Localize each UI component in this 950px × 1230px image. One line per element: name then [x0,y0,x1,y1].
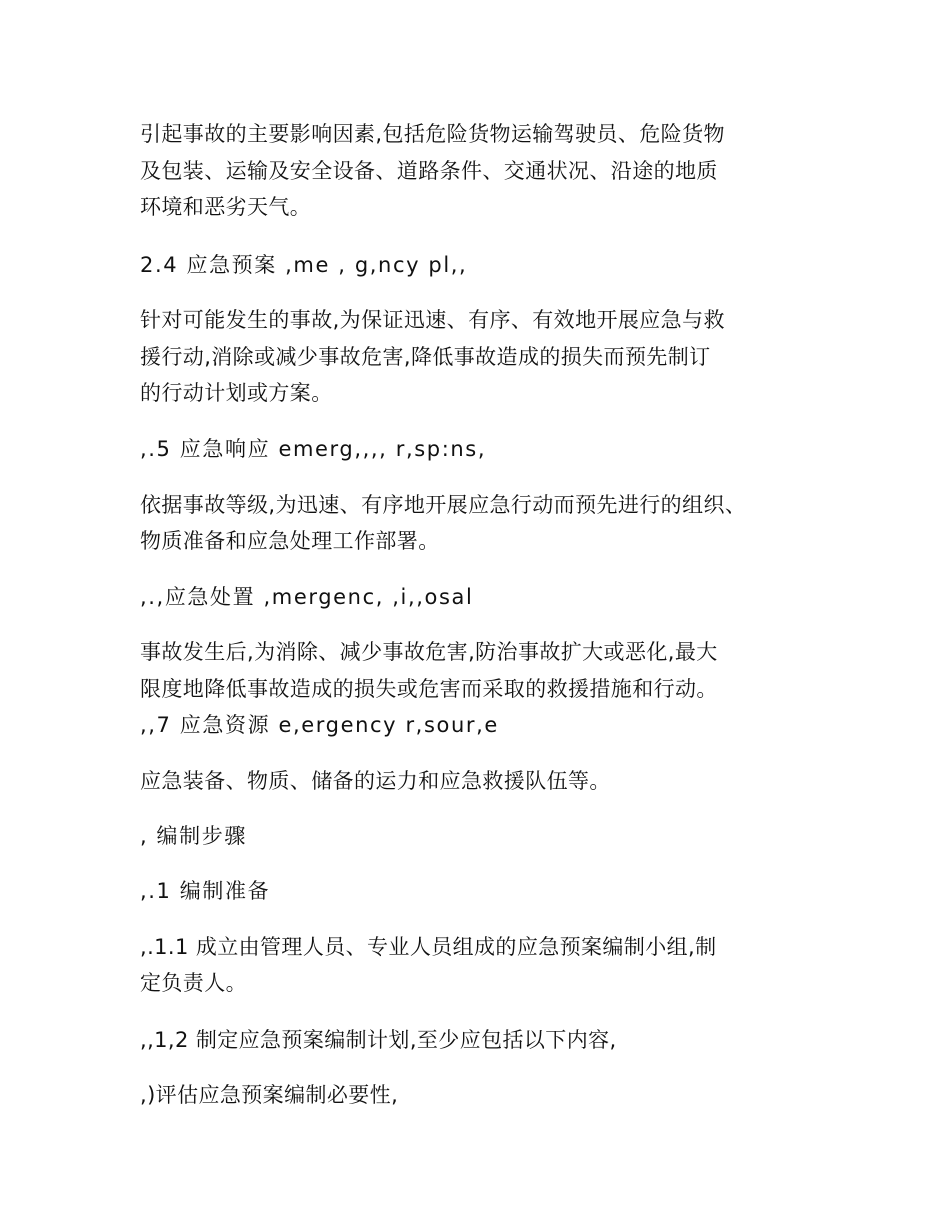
paragraph-line: 及包装、运输及安全设备、道路条件、交通状况、沿途的地质 [140,159,718,183]
list-item: ,)评估应急预案编制必要性, [140,1083,399,1107]
paragraph-line: 事故发生后,为消除、减少事故危害,防治事故扩大或恶化,最大 [140,640,718,664]
paragraph-line: 针对可能发生的事故,为保证迅速、有序、有效地开展应急与救 [140,308,725,332]
section-heading-3-1: ,.1 编制准备 [140,879,271,903]
paragraph-line: 应急装备、物质、储备的运力和应急救援队伍等。 [140,769,611,793]
paragraph-line: ,.1.1 成立由管理人员、专业人员组成的应急预案编制小组,制 [140,935,717,959]
paragraph-line: 援行动,消除或减少事故危害,降低事故造成的损失而预先制订 [140,345,711,369]
paragraph-line: 环境和恶劣天气。 [140,195,312,219]
paragraph-line: ,,1,2 制定应急预案编制计划,至少应包括以下内容, [140,1028,617,1052]
section-heading-2-4: 2.4 应急预案 ,me , g,ncy pl,, [140,253,468,277]
paragraph-line: 定负责人。 [140,971,247,995]
section-heading-2-6: ,.,应急处置 ,mergenc, ,i,,osal [140,585,474,609]
section-heading-3: , 编制步骤 [140,824,247,848]
paragraph-line: 限度地降低事故造成的损失或危害而采取的救援措施和行动。 [140,677,718,701]
paragraph-line: 物质准备和应急处理工作部署。 [140,529,440,553]
section-heading-2-7: ,,7 应急资源 e,ergency r,sour,e [140,713,499,737]
paragraph-line: 依据事故等级,为迅速、有序地开展应急行动而预先进行的组织、 [140,493,747,517]
paragraph-line: 的行动计划或方案。 [140,381,333,405]
section-heading-2-5: ,.5 应急响应 emerg,,,, r,sp:ns, [140,437,487,461]
paragraph-line: 引起事故的主要影响因素,包括危险货物运输驾驶员、危险货物 [140,122,725,146]
